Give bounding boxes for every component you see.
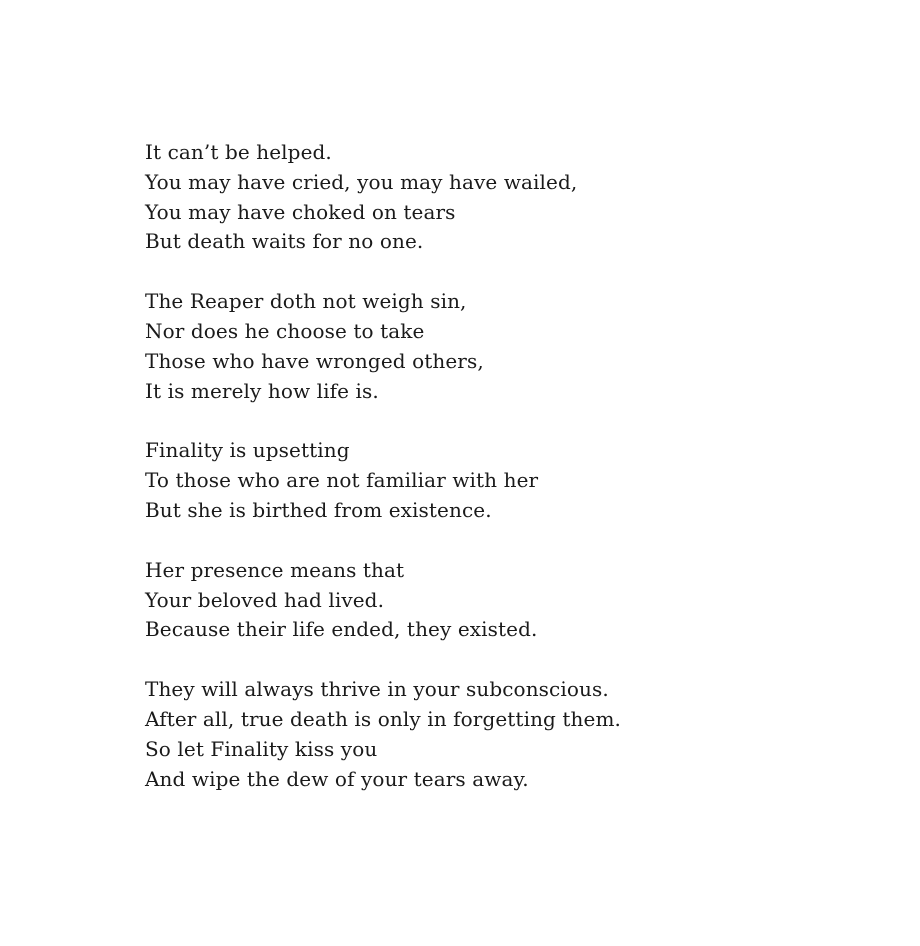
poem-line: It can’t be helped.: [145, 140, 332, 164]
stanza-1: [145, 138, 845, 257]
stanza-2: [145, 287, 845, 406]
stanza-4: [145, 556, 845, 645]
poem-line: You may have choked on tears: [145, 199, 456, 224]
poem-line: Finality is upsetting: [145, 438, 350, 463]
poem-line: The Reaper doth not weigh sin,: [145, 289, 467, 314]
stanza-3: [145, 436, 845, 525]
poem-line: They will always thrive in your subconscious.: [145, 677, 609, 702]
poem-line: Because their life ended, they existed.: [145, 617, 538, 642]
poem-line: Those who have wronged others,: [145, 348, 484, 373]
stanza-5: [145, 675, 845, 794]
poem-body: [145, 138, 845, 824]
poem-line: After all, true death is only in forgetting them.: [145, 706, 621, 731]
poem-line: You may have cried, you may have wailed,: [145, 169, 578, 194]
poem-line: Her presence means that: [145, 557, 405, 582]
poem-line: Your beloved had lived.: [145, 587, 385, 612]
poem-line: It is merely how life is.: [145, 378, 379, 403]
poem-line: But death waits for no one.: [145, 229, 424, 254]
poem-line: But she is birthed from existence.: [145, 497, 492, 522]
poem-line: So let Finality kiss you: [145, 736, 378, 761]
poem-line: To those who are not familiar with her: [145, 468, 539, 493]
poem-line: And wipe the dew of your tears away.: [145, 766, 529, 791]
poem-line: Nor does he choose to take: [145, 318, 425, 343]
